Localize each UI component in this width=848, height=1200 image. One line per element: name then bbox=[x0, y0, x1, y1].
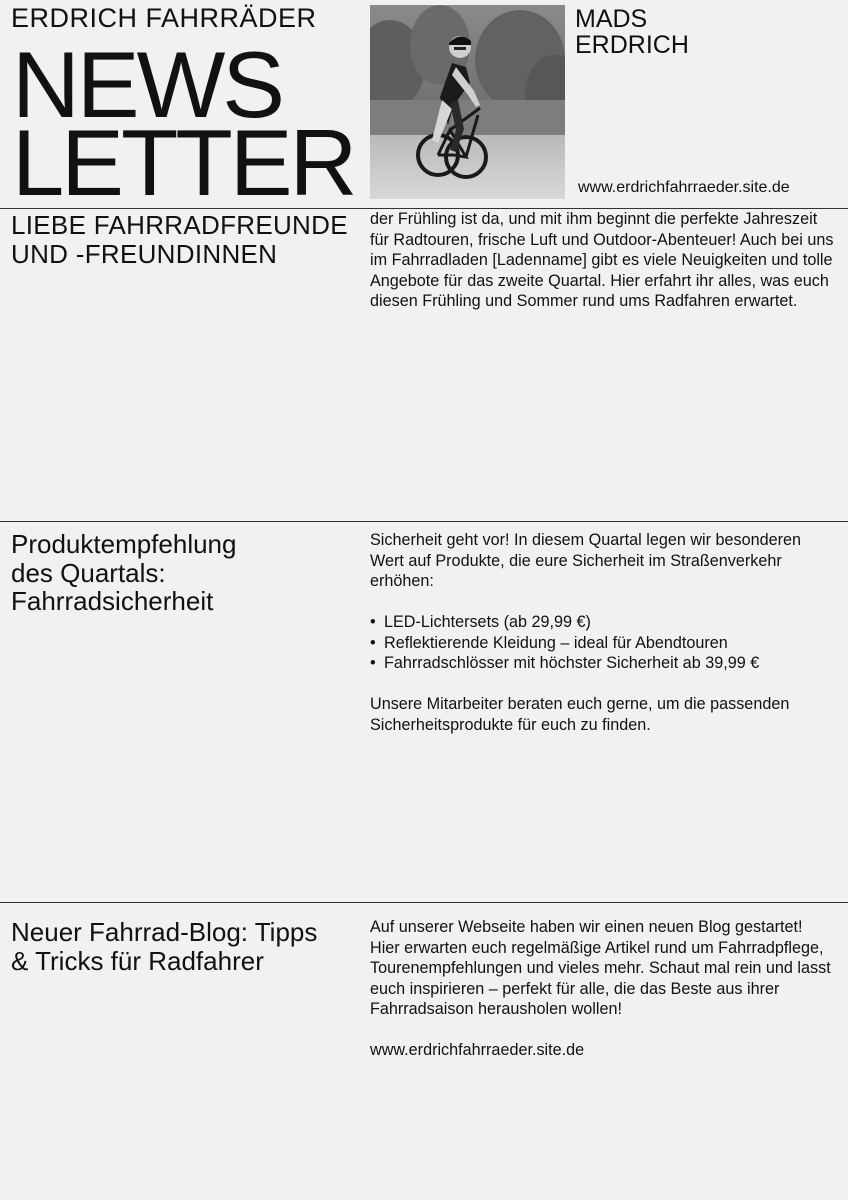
heading-line: Produktempfehlung bbox=[11, 529, 237, 559]
list-item: • Fahrradschlösser mit höchster Sicherheit ab 39,99 € bbox=[370, 653, 835, 674]
divider bbox=[0, 902, 848, 903]
divider bbox=[0, 521, 848, 522]
section-body-greeting bbox=[370, 209, 835, 312]
brand-name: ERDRICH FAHRRÄDER bbox=[11, 3, 317, 33]
blog-website-link[interactable]: www.erdrichfahrraeder.site.de bbox=[370, 1041, 585, 1059]
section-body-product bbox=[370, 530, 835, 735]
heading-line: LIEBE FAHRRADFREUNDE bbox=[11, 210, 348, 240]
cyclist-photo bbox=[370, 5, 565, 199]
author-name bbox=[575, 6, 689, 59]
heading-line: des Quartals: bbox=[11, 557, 166, 588]
author-first-name: MADS bbox=[575, 5, 648, 33]
body-paragraph: Auf unserer Webseite haben wir einen neuen Blog gestartet! Hier erwarten euch regelmäßige Artikel rund um Fahrradpflege, Tourenempfehlungen und vieles mehr. Schaut mal rein und lasst euch inspirieren – perfekt für alle, die das Beste aus ihrer Fahrradsaison herausholen wollen! bbox=[370, 918, 831, 1018]
product-list bbox=[370, 612, 835, 674]
body-paragraph: der Frühling ist da, und mit ihm beginnt die perfekte Jahreszeit für Radtouren, frische Luft und Outdoor-Abenteuer! Auch bei uns im Fahrradladen [Ladenname] gibt es viele Neuigkeiten und tolle Angebote für das zweite Quartal. Hier erfahrt ihr alles, was euch diesen Frühling und Sommer rund ums Radfahren erwartet. bbox=[370, 210, 834, 310]
section-body-blog bbox=[370, 917, 835, 1061]
header-website-link[interactable]: www.erdrichfahrraeder.site.de bbox=[578, 179, 790, 196]
section-heading-blog bbox=[11, 918, 317, 975]
body-paragraph: Sicherheit geht vor! In diesem Quartal legen wir besonderen Wert auf Produkte, die eure Sicherheit im Straßenverkehr erhöhen: bbox=[370, 531, 802, 590]
list-item: • Reflektierende Kleidung – ideal für Abendtouren bbox=[370, 633, 835, 654]
heading-line: UND -FREUNDINNEN bbox=[11, 238, 278, 269]
heading-line: & Tricks für Radfahrer bbox=[11, 945, 264, 976]
section-heading-greeting bbox=[11, 211, 348, 268]
author-last-name: ERDRICH bbox=[575, 31, 689, 60]
section-heading-product bbox=[11, 530, 236, 616]
body-paragraph: Unsere Mitarbeiter beraten euch gerne, um die passenden Sicherheitsprodukte für euch zu finden. bbox=[370, 695, 790, 734]
newsletter-title-line-2: LETTER bbox=[12, 110, 355, 215]
newsletter-title-line-1: NEWS bbox=[12, 32, 282, 137]
list-item: • LED-Lichtersets (ab 29,99 €) bbox=[370, 612, 835, 633]
heading-line: Fahrradsicherheit bbox=[11, 586, 214, 617]
heading-line: Neuer Fahrrad-Blog: Tipps bbox=[11, 917, 318, 947]
